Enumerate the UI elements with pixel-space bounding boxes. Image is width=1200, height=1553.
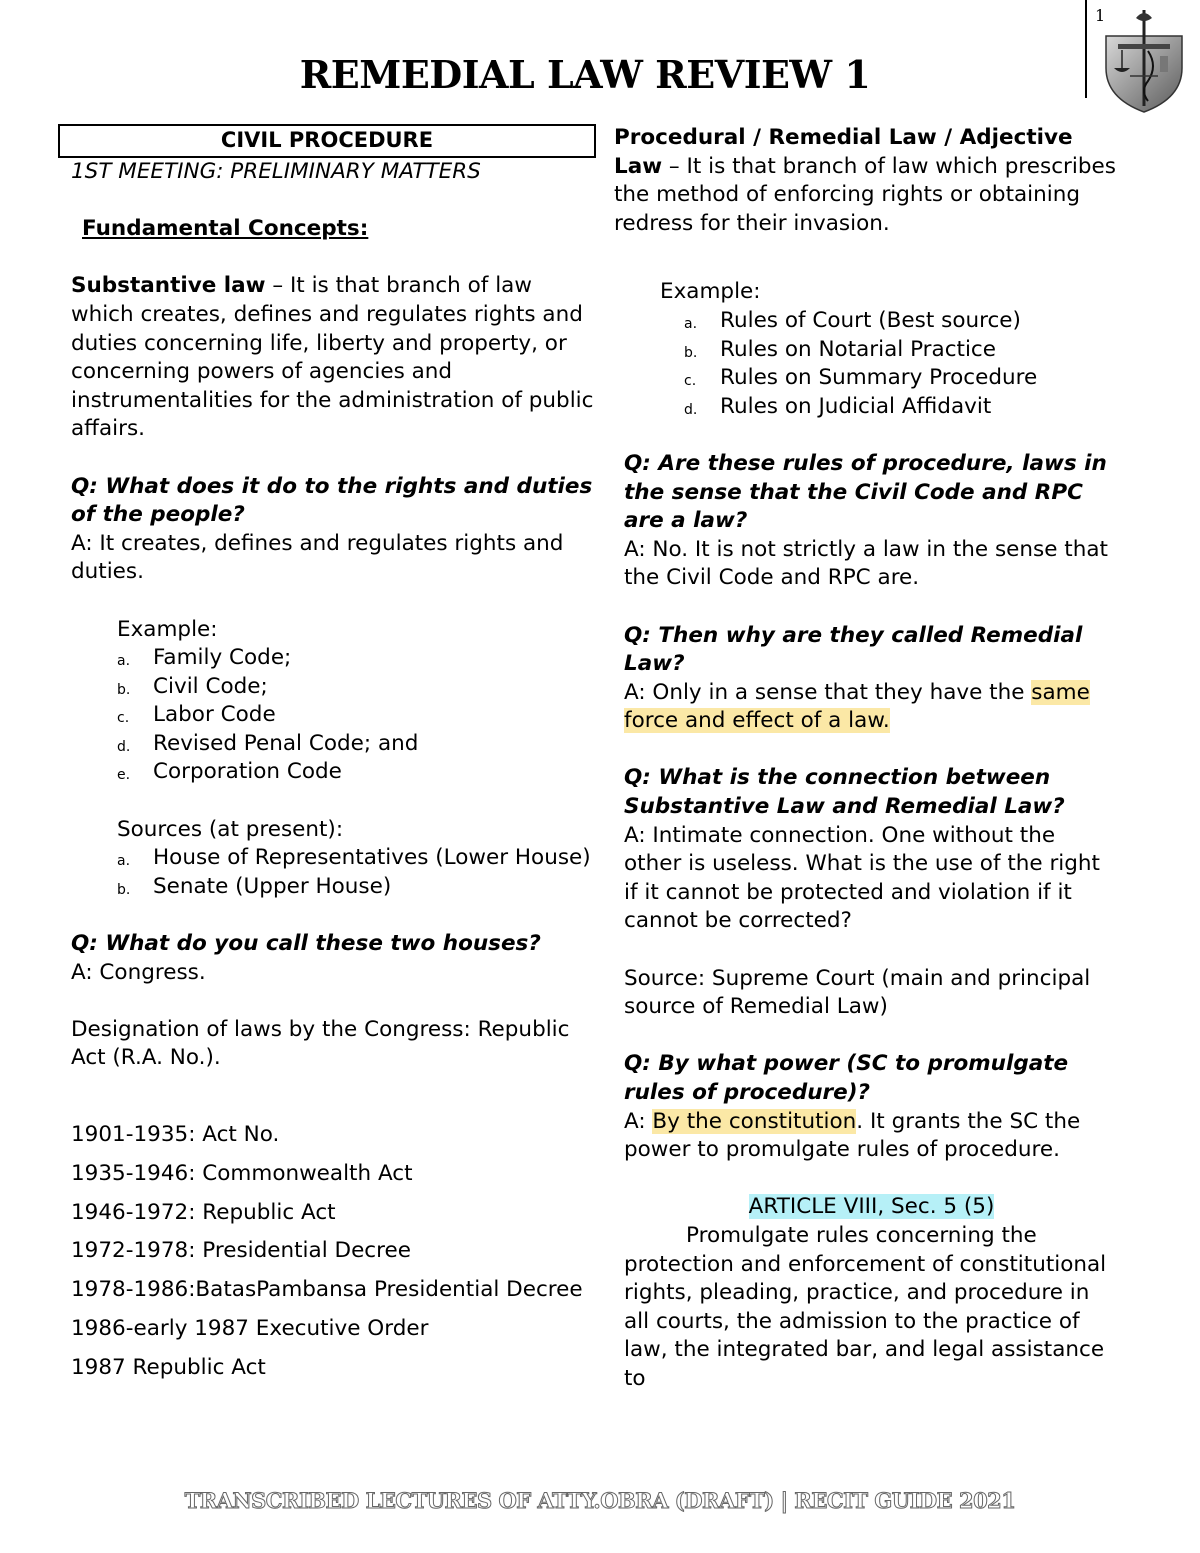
list-item: c. Rules on Summary Procedure <box>684 365 1038 391</box>
list-item: d. Rules on Judicial Affidavit <box>684 393 992 419</box>
procedural-term: Procedural / Remedial Law / Adjective Law <box>614 125 1073 179</box>
list-item: b. Civil Code; <box>117 673 268 699</box>
timeline-item: 1987 Republic Act <box>71 1354 266 1380</box>
header-divider <box>1085 0 1087 98</box>
timeline-item: 1946-1972: Republic Act <box>71 1199 336 1225</box>
answer-4: A: Only in a sense that they have the same force and effect of a law. <box>624 679 1090 734</box>
sources-label: Sources (at present): <box>117 816 344 842</box>
highlight: By the constitution <box>652 1108 857 1134</box>
fundamental-heading: Fundamental Concepts: <box>82 216 369 242</box>
question-1: Q: What does it do to the rights and duties of the people? <box>71 473 593 528</box>
example-label: Example: <box>117 616 218 642</box>
answer-2: A: Congress. <box>71 959 206 985</box>
article-text: Promulgate rules concerning the protection and enforcement of constitutional rights, pleading, practice, and procedure in all courts, the admission to the practice of law, the integrated bar, and legal assistance to <box>624 1222 1107 1391</box>
list-item: b. Rules on Notarial Practice <box>684 336 996 362</box>
page-number: 1 <box>1095 6 1106 25</box>
list-item: e. Corporation Code <box>117 759 342 785</box>
list-item: d. Revised Penal Code; and <box>117 730 419 756</box>
substantive-term: Substantive law <box>71 273 266 299</box>
list-item: c. Labor Code <box>117 702 276 728</box>
article-heading-line <box>624 1193 1119 1222</box>
page-title: REMEDIAL LAW REVIEW 1 <box>299 52 871 97</box>
timeline-item: 1978-1986:BatasPambansa Presidential Decree <box>71 1277 583 1303</box>
timeline-item: 1901-1935: Act No. <box>71 1122 280 1147</box>
procedural-law-paragraph <box>614 124 1119 238</box>
list-item: b. Senate (Upper House) <box>117 873 392 899</box>
timeline-item: 1935-1946: Commonwealth Act <box>71 1160 413 1186</box>
question-5: Q: What is the connection between Substantive Law and Remedial Law? <box>624 765 1065 820</box>
left-column <box>58 124 596 1392</box>
right-column <box>614 124 1119 1394</box>
list-item: a. House of Representatives (Lower House) <box>117 845 591 871</box>
question-2: Q: What do you call these two houses? <box>71 931 541 957</box>
substantive-law-paragraph <box>71 272 596 444</box>
timeline-item: 1986-early 1987 Executive Order <box>71 1315 429 1341</box>
substantive-definition: – It is that branch of law which creates, defines and regulates rights and duties concerning life, liberty and property, or concerning powers of agencies and instrumentalities for the administration of public affairs. <box>71 273 594 442</box>
answer-6: A: By the constitution. It grants the SC the power to promulgate rules of procedure. <box>624 1108 1081 1163</box>
question-3: Q: Are these rules of procedure, laws in the sense that the Civil Code and RPC are a law? <box>624 450 1107 534</box>
procedural-definition: – It is that branch of law which prescribes the method of enforcing rights or obtaining redress for their invasion. <box>614 153 1116 236</box>
law-crest-logo <box>1098 6 1190 114</box>
question-6: Q: By what power (SC to promulgate rules of procedure)? <box>624 1051 1069 1105</box>
answer-5: A: Intimate connection. One without the other is useless. What is the use of the right if it cannot be protected and violation if it cannot be corrected? <box>624 822 1100 934</box>
answer-1: A: It creates, defines and regulates rights and duties. <box>71 530 564 585</box>
question-4: Q: Then why are they called Remedial Law? <box>624 622 1083 677</box>
meeting-subtitle: 1ST MEETING: PRELIMINARY MATTERS <box>71 159 481 184</box>
footer: TRANSCRIBED LECTURES OF ATTY.OBRA (DRAFT) | RECIT GUIDE 2021 <box>184 1488 1016 1513</box>
section-title-box: CIVIL PROCEDURE <box>58 124 596 158</box>
timeline-list <box>71 1121 596 1382</box>
answer-3: A: No. It is not strictly a law in the sense that the Civil Code and RPC are. <box>624 536 1108 591</box>
list-item: a. Rules of Court (Best source) <box>684 307 1021 333</box>
example-label: Example: <box>660 279 761 305</box>
highlight: same force and effect of a law. <box>624 679 1090 734</box>
timeline-item: 1972-1978: Presidential Decree <box>71 1238 411 1264</box>
list-item: a. Family Code; <box>117 645 292 671</box>
designation-text: Designation of laws by the Congress: Republic Act (R.A. No.). <box>71 1016 570 1071</box>
source-text: Source: Supreme Court (main and principal source of Remedial Law) <box>624 965 1091 1020</box>
article-heading: ARTICLE VIII, Sec. 5 (5) <box>748 1194 995 1220</box>
